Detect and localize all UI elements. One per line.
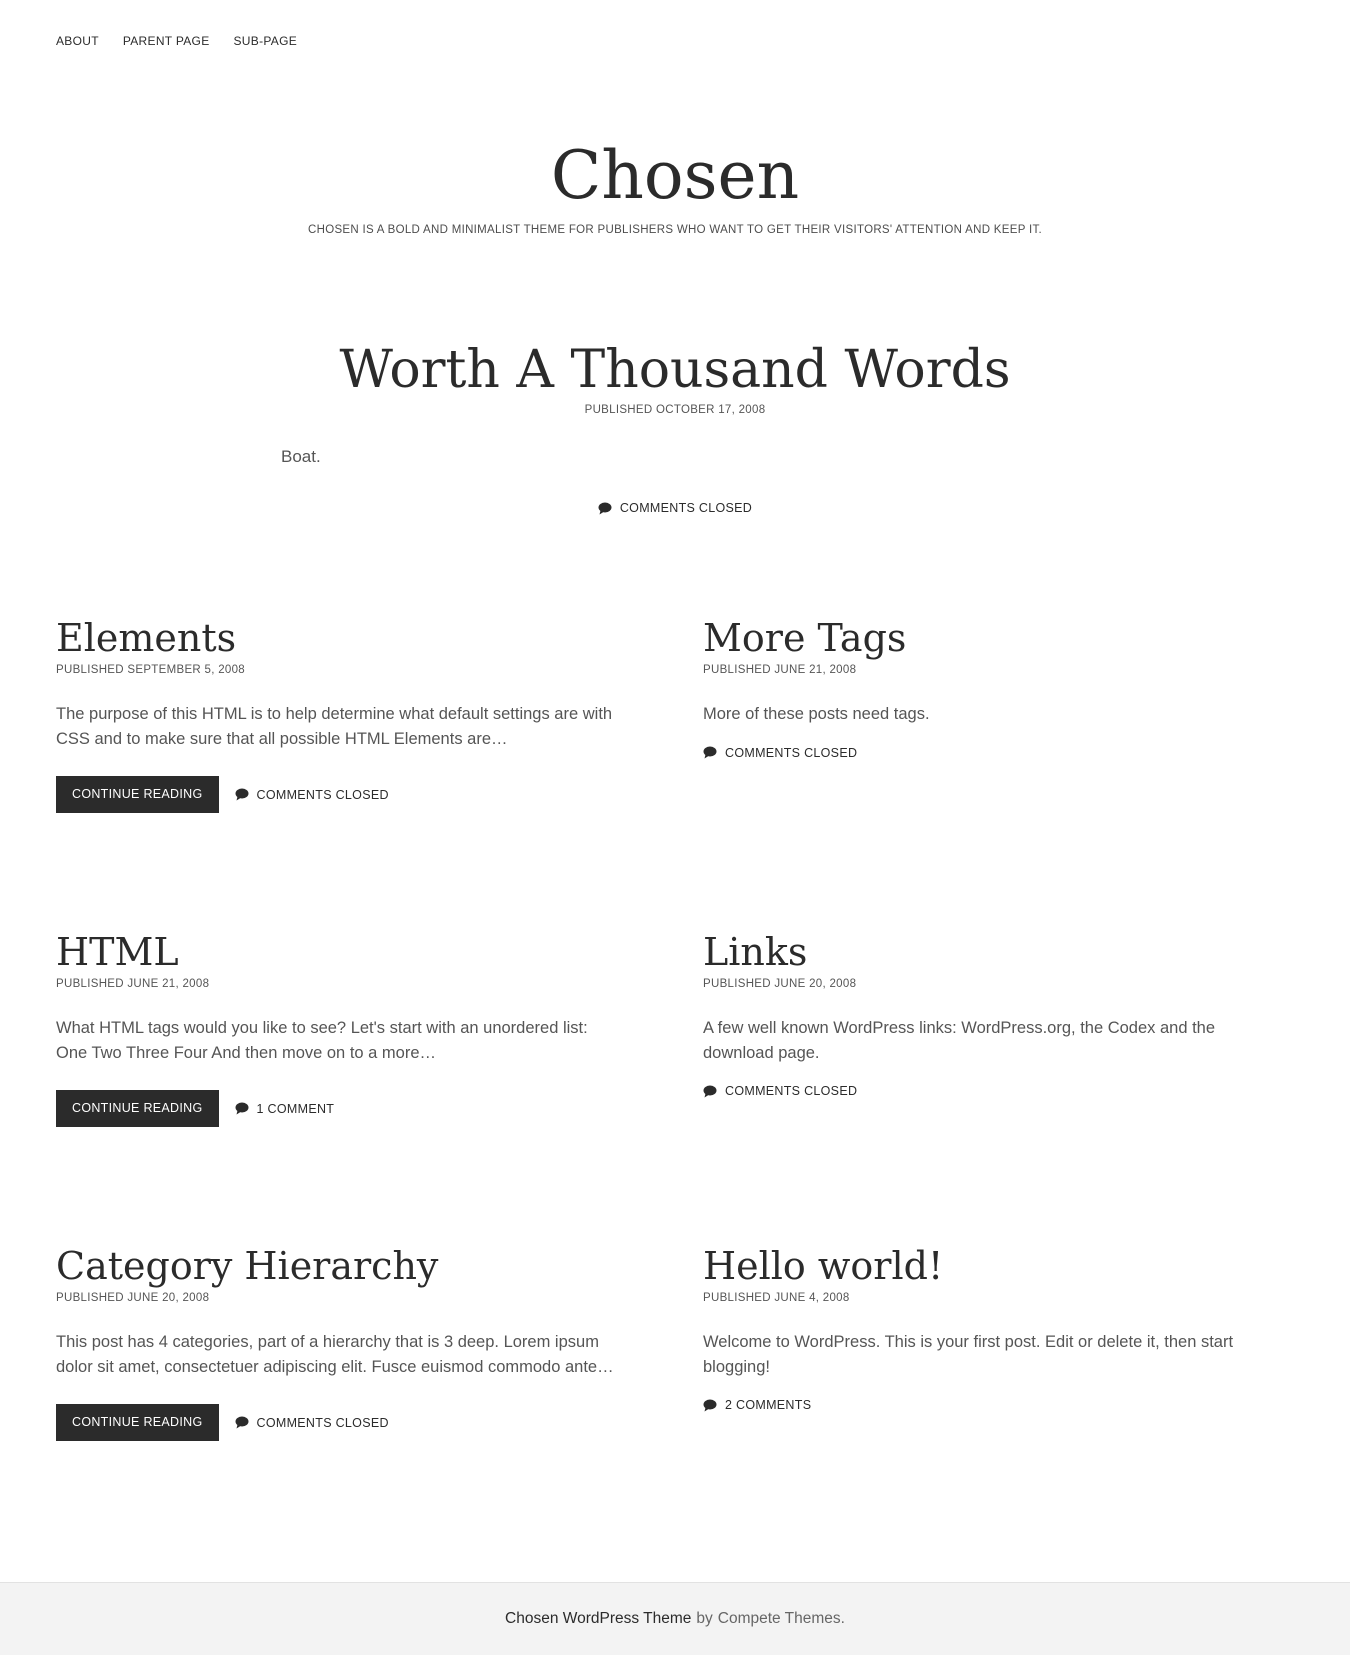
excerpt-line: What HTML tags would you like to see? Let's start with an unordered list: <box>56 1019 588 1037</box>
comments-label: 2 COMMENTS <box>725 1398 812 1412</box>
post-date: PUBLISHED JUNE 20, 2008 <box>703 978 857 990</box>
comment-bubble-icon <box>235 1102 249 1116</box>
comments-label: COMMENTS CLOSED <box>256 787 389 802</box>
footer-company-link[interactable]: Compete Themes. <box>717 1610 845 1627</box>
comments-label: COMMENTS CLOSED <box>725 745 858 760</box>
post-excerpt <box>56 702 656 751</box>
excerpt-line: download page. <box>703 1043 820 1062</box>
post-excerpt <box>703 1330 1303 1379</box>
site-footer <box>0 1582 1350 1655</box>
comments-label: 1 COMMENT <box>256 1101 335 1116</box>
comment-bubble-icon <box>598 501 612 515</box>
comments-link[interactable] <box>235 788 389 802</box>
post-title[interactable]: Category Hierarchy <box>56 1244 439 1288</box>
featured-comments-link[interactable] <box>0 501 1350 515</box>
comment-bubble-icon <box>703 746 717 760</box>
post-actions <box>703 1084 1303 1098</box>
site-tagline: CHOSEN IS A BOLD AND MINIMALIST THEME FOR PUBLISHERS WHO WANT TO GET THEIR VISITORS' ATTENTION AND KEEP IT. <box>307 224 1043 236</box>
excerpt-line: CSS and to make sure that all possible HTML Elements are… <box>56 729 508 748</box>
comments-label: COMMENTS CLOSED <box>256 1415 389 1430</box>
top-navigation <box>56 34 297 48</box>
post-title[interactable]: More Tags <box>703 616 907 660</box>
site-title[interactable]: Chosen <box>550 137 800 214</box>
footer-theme-link[interactable]: Chosen WordPress Theme <box>505 1610 692 1627</box>
post-category-hierarchy <box>56 1241 656 1441</box>
post-excerpt <box>56 1330 656 1379</box>
comments-label: COMMENTS CLOSED <box>725 1084 858 1098</box>
continue-reading-button[interactable]: CONTINUE READING <box>56 776 219 813</box>
nav-item-about[interactable]: ABOUT <box>56 34 99 48</box>
continue-reading-button[interactable]: CONTINUE READING <box>56 1404 219 1441</box>
comments-label: COMMENTS CLOSED <box>619 501 753 515</box>
post-elements <box>56 613 656 813</box>
post-title[interactable]: Links <box>703 930 808 974</box>
featured-post-title[interactable]: Worth A Thousand Words <box>339 340 1011 400</box>
post-actions <box>56 776 656 813</box>
post-date: PUBLISHED SEPTEMBER 5, 2008 <box>56 664 245 676</box>
footer-by-text: by <box>696 1610 713 1627</box>
excerpt-line: Welcome to WordPress. This is your first post. Edit or delete it, then start <box>703 1333 1234 1351</box>
post-excerpt <box>703 1016 1303 1065</box>
nav-item-sub-page[interactable]: SUB-PAGE <box>233 34 298 48</box>
comment-bubble-icon <box>703 1084 717 1098</box>
excerpt-line: This post has 4 categories, part of a hierarchy that is 3 deep. Lorem ipsum <box>56 1333 599 1351</box>
post-title[interactable]: Hello world! <box>703 1244 944 1288</box>
post-more-tags <box>703 613 1303 760</box>
post-actions <box>703 1398 1303 1412</box>
featured-post-date: PUBLISHED OCTOBER 17, 2008 <box>584 404 766 416</box>
featured-post-excerpt: Boat. <box>281 447 321 466</box>
post-date: PUBLISHED JUNE 4, 2008 <box>703 1292 850 1304</box>
post-date: PUBLISHED JUNE 21, 2008 <box>56 978 210 990</box>
comments-link[interactable] <box>703 1084 857 1098</box>
continue-reading-button[interactable]: CONTINUE READING <box>56 1090 219 1127</box>
post-title[interactable]: Elements <box>56 616 237 660</box>
post-excerpt <box>56 1016 656 1065</box>
post-title[interactable]: HTML <box>56 930 179 974</box>
post-date: PUBLISHED JUNE 21, 2008 <box>703 664 857 676</box>
post-actions <box>56 1404 656 1441</box>
post-html <box>56 927 656 1127</box>
nav-item-parent-page[interactable]: PARENT PAGE <box>122 34 210 48</box>
post-date: PUBLISHED JUNE 20, 2008 <box>56 1292 210 1304</box>
post-actions <box>56 1090 656 1127</box>
comments-link[interactable] <box>235 1416 389 1430</box>
excerpt-line: One Two Three Four And then move on to a more… <box>56 1043 437 1062</box>
excerpt-line: The purpose of this HTML is to help determine what default settings are with <box>56 705 613 723</box>
comments-link[interactable] <box>703 746 857 760</box>
comment-bubble-icon <box>235 788 249 802</box>
post-links <box>703 927 1303 1098</box>
post-actions <box>703 746 1303 760</box>
comment-bubble-icon <box>235 1416 249 1430</box>
comments-link[interactable] <box>703 1398 811 1412</box>
post-excerpt <box>703 702 1303 727</box>
post-hello-world <box>703 1241 1303 1412</box>
comment-bubble-icon <box>703 1398 717 1412</box>
comments-link[interactable] <box>235 1102 335 1116</box>
excerpt-line: blogging! <box>703 1357 770 1376</box>
excerpt-line: A few well known WordPress links: WordPress.org, the Codex and the <box>703 1019 1216 1037</box>
excerpt-line: More of these posts need tags. <box>703 705 930 723</box>
excerpt-line: dolor sit amet, consectetuer adipiscing elit. Fusce euismod commodo ante… <box>56 1357 614 1376</box>
